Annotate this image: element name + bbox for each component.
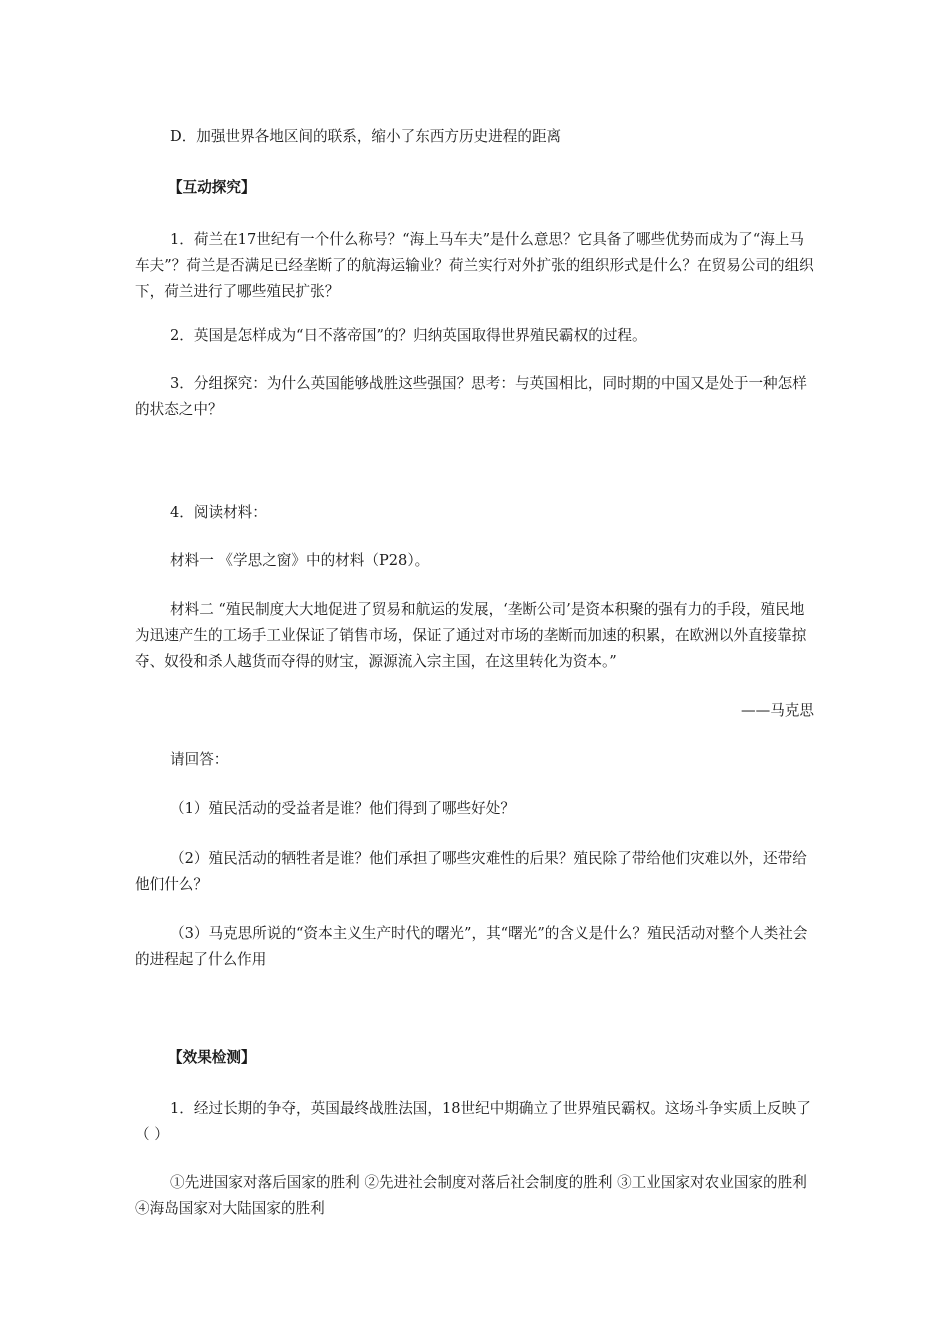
material-2: 材料二 “殖民制度大大地促进了贸易和航运的发展，‘垄断公司’是资本积聚的强有力的手段，殖民地为迅速产生的工场手工业保证了销售市场，保证了通过对市场的垄断而加速的积累，在欧洲以外直接靠掠夺、奴役和杀人越货而夺得的财宝，源源流入宗主国，在这里转化为资本。” — [135, 601, 807, 670]
question-1: 1．荷兰在17世纪有一个什么称号？“海上马车夫”是什么意思？它具备了哪些优势而成为了“海上马车夫”？荷兰是否满足已经垄断了的航海运输业？荷兰实行对外扩张的组织形式是什么？在贸易公司的组织下，荷兰进行了哪些殖民扩张？ — [135, 231, 814, 300]
question-4: 4．阅读材料： — [170, 504, 267, 521]
section-heading-interactive: 【互动探究】 — [168, 179, 256, 196]
section-heading-check: 【效果检测】 — [168, 1049, 256, 1066]
sub-question-1: （1）殖民活动的受益者是谁？他们得到了哪些好处？ — [170, 800, 515, 817]
check-question-1-options: ①先进国家对落后国家的胜利 ②先进社会制度对落后社会制度的胜利 ③工业国家对农业国家的胜利 ④海岛国家对大陆国家的胜利 — [135, 1174, 807, 1217]
quote-attribution: ——马克思 — [741, 702, 814, 719]
check-question-1: 1．经过长期的争夺，英国最终战胜法国，18世纪中期确立了世界殖民霸权。这场斗争实质上反映了（ ） — [135, 1100, 811, 1143]
question-3: 3．分组探究：为什么英国能够战胜这些强国？思考：与英国相比，同时期的中国又是处于一种怎样的状态之中？ — [135, 375, 807, 418]
sub-question-2: （2）殖民活动的牺牲者是谁？他们承担了哪些灾难性的后果？殖民除了带给他们灾难以外，还带给他们什么？ — [135, 850, 807, 893]
answer-prompt: 请回答： — [170, 751, 229, 768]
option-d-text: D．加强世界各地区间的联系，缩小了东西方历史进程的距离 — [170, 128, 562, 145]
sub-question-3: （3）马克思所说的“资本主义生产时代的曙光”，其“曙光”的含义是什么？殖民活动对整个人类社会的进程起了什么作用 — [135, 925, 808, 968]
material-1: 材料一 《学思之窗》中的材料（P28）。 — [170, 552, 430, 569]
question-2: 2．英国是怎样成为“日不落帝国”的？归纳英国取得世界殖民霸权的过程。 — [170, 327, 647, 344]
